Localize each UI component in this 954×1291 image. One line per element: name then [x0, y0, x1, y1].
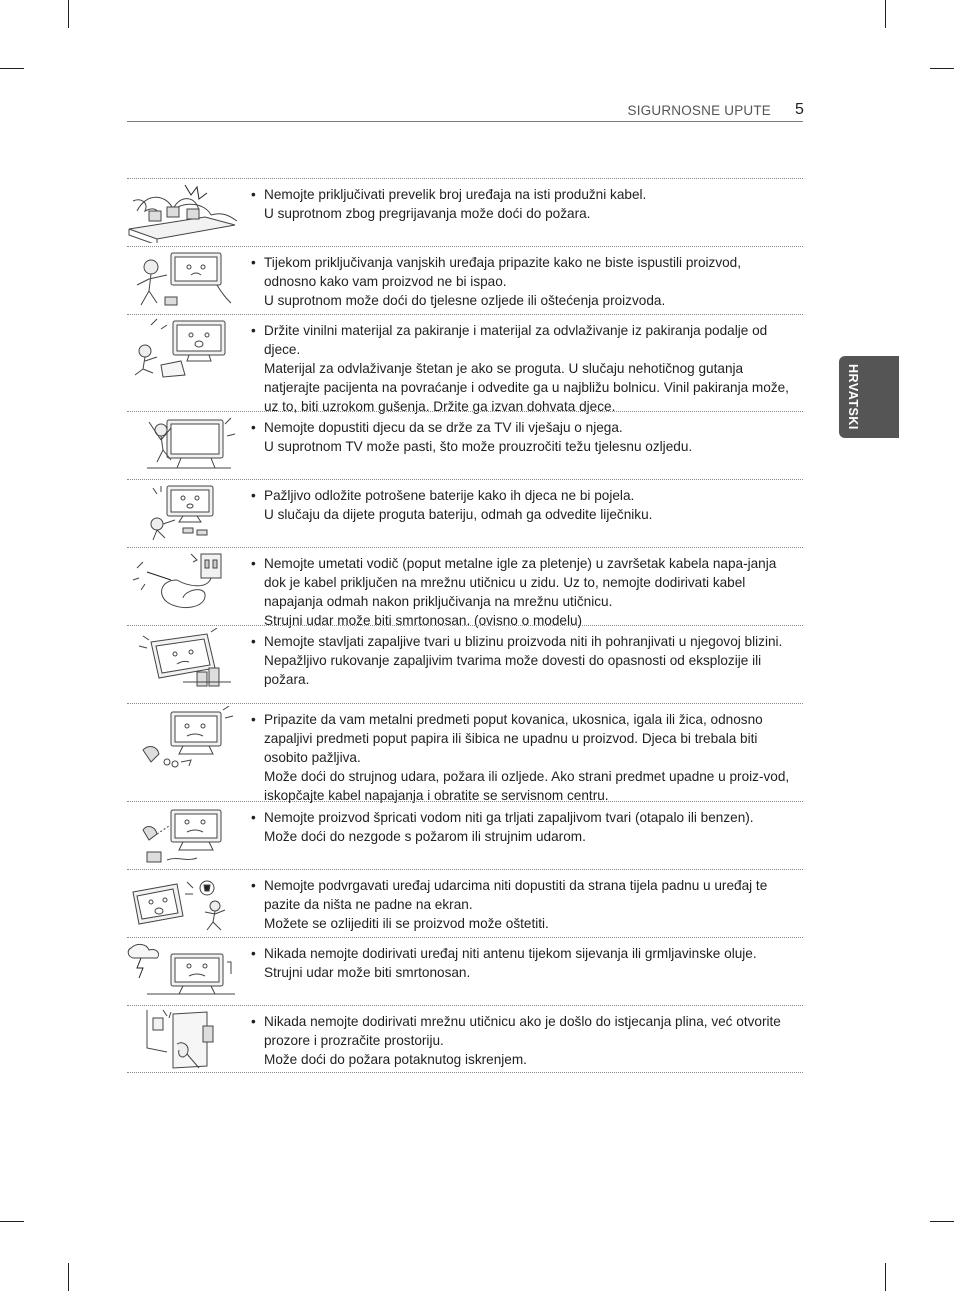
water-spray-icon: [127, 804, 239, 866]
item-text-line: U suprotnom zbog pregrijavanja može doći do požara.: [264, 206, 591, 221]
safety-item: [127, 246, 803, 314]
item-text-line: • Držite vinilni materijal za pakiranje i materijal za odvlaživanje iz pakiranja podalje od djece.: [251, 321, 791, 359]
safety-item: [127, 869, 803, 937]
cable-needle-icon: [127, 550, 239, 612]
item-text-line: U slučaju da dijete proguta bateriju, odmah ga odvedite liječniku.: [264, 507, 653, 522]
child-hanging-tv-icon: [127, 414, 239, 476]
crop-mark: [930, 68, 954, 69]
crop-mark: [930, 1221, 954, 1222]
item-text-line: • Pripazite da vam metalni predmeti poput kovanica, ukosnica, igala ili žica, odnosno zapaljivi predmeti poput papira ili šibica ne upadnu u proizvod. Djeca bi trebala biti osobito pažljiva.: [251, 710, 791, 767]
item-text-line: • Nikada nemojte dodirivati uređaj niti antenu tijekom sijevanja ili grmljavinske oluje.: [251, 944, 791, 963]
item-text-line: • Nemojte priključivati prevelik broj uređaja na isti produžni kabel.: [251, 185, 791, 204]
item-text-line: • Nemojte dopustiti djecu da se drže za TV ili vješaju o njega.: [251, 418, 791, 437]
flammable-substances-icon: [127, 628, 239, 690]
page-header-title: SIGURNOSNE UPUTE: [627, 103, 771, 118]
safety-item: [127, 314, 803, 414]
item-text-line: Može doći do nezgode s požarom ili strujnim udarom.: [264, 829, 586, 844]
extension-cord-overload-icon: [127, 181, 239, 243]
battery-child-icon: [127, 482, 239, 544]
safety-item: [127, 703, 803, 801]
crop-mark: [68, 1263, 69, 1291]
safety-item: [127, 625, 803, 703]
item-text-line: • Nemojte umetati vodič (poput metalne igle za pletenje) u završetak kabela napa-janja dok je kabel priključen na mrežnu utičnicu u zidu. Uz to, nemojte dodirivati kabel napajanja odmah nakon priključivanja na mrežnu utičnicu.: [251, 554, 791, 611]
safety-item: [127, 801, 803, 869]
item-text-line: • Nemojte proizvod špricati vodom niti ga trljati zapaljivom tvari (otapalo ili benzen).: [251, 808, 791, 827]
item-text-line: Materijal za odvlaživanje štetan je ako se proguta. U slučaju nehotičnog gutanja natjerajte pacijenta na povraćanje i odvedite ga u najbližu bolnicu. Vinil pakiranja može, uz to, biti uzrokom gušenja. Držite ga izvan dohvata djece.: [264, 361, 789, 414]
safety-item: [127, 1005, 803, 1073]
item-text-line: Strujni udar može biti smrtonosan. (ovisno o modelu): [264, 613, 583, 628]
item-text-line: • Nikada nemojte dodirivati mrežnu utičnicu ako je došlo do istjecanja plina, već otvorite prozore i prozračite prostoriju.: [251, 1012, 791, 1050]
item-text-line: • Pažljivo odložite potrošene baterije kako ih djeca ne bi pojela.: [251, 486, 791, 505]
page-number: 5: [795, 101, 804, 118]
item-text-line: U suprotnom može doći do tjelesne ozljede ili oštećenja proizvoda.: [264, 293, 666, 308]
tv-connecting-devices-icon: [127, 249, 239, 311]
metal-objects-icon: [127, 706, 239, 768]
item-text-line: Može doći do strujnog udara, požara ili ozljede. Ako strani predmet upadne u proiz-vod, iskopčajte kabel napajanja i obratite se servisnom centru.: [264, 769, 790, 803]
crop-mark: [68, 0, 69, 28]
ball-impact-icon: [127, 872, 239, 934]
crop-mark: [0, 1221, 24, 1222]
crop-mark: [885, 1263, 886, 1291]
item-text-line: • Nemojte stavljati zapaljive tvari u blizinu proizvoda niti ih pohranjivati u njegovoj blizini.: [251, 632, 791, 651]
item-text-line: U suprotnom TV može pasti, što može prouzročiti težu tjelesnu ozljedu.: [264, 439, 693, 454]
item-text-line: • Tijekom priključivanja vanjskih uređaja pripazite kako ne biste ispustili proizvod, odnosno kako vam proizvod ne bi ispao.: [251, 253, 791, 291]
crop-mark: [0, 68, 24, 69]
item-text-line: • Nemojte podvrgavati uređaj udarcima niti dopustiti da strana tijela padnu u uređaj te pazite da ništa ne padne na ekran.: [251, 876, 791, 914]
item-text-line: Može doći do požara potaknutog iskrenjem.: [264, 1052, 527, 1067]
lightning-storm-icon: [127, 940, 239, 1002]
gas-leak-outlet-icon: [127, 1008, 239, 1070]
item-text-line: Možete se ozlijediti ili se proizvod može oštetiti.: [264, 916, 549, 931]
safety-item: [127, 411, 803, 479]
crop-mark: [885, 0, 886, 28]
language-tab-label: HRVATSKI: [846, 364, 860, 430]
child-packaging-icon: [127, 317, 239, 379]
safety-item: [127, 178, 803, 246]
item-text-line: Nepažljivo rukovanje zapaljivim tvarima može dovesti do opasnosti od eksplozije ili požara.: [264, 653, 762, 687]
item-text-line: Strujni udar može biti smrtonosan.: [264, 965, 471, 980]
language-tab: [839, 356, 899, 438]
safety-item: [127, 547, 803, 628]
safety-item: [127, 937, 803, 1005]
safety-item: [127, 479, 803, 547]
header-divider: [127, 121, 803, 122]
